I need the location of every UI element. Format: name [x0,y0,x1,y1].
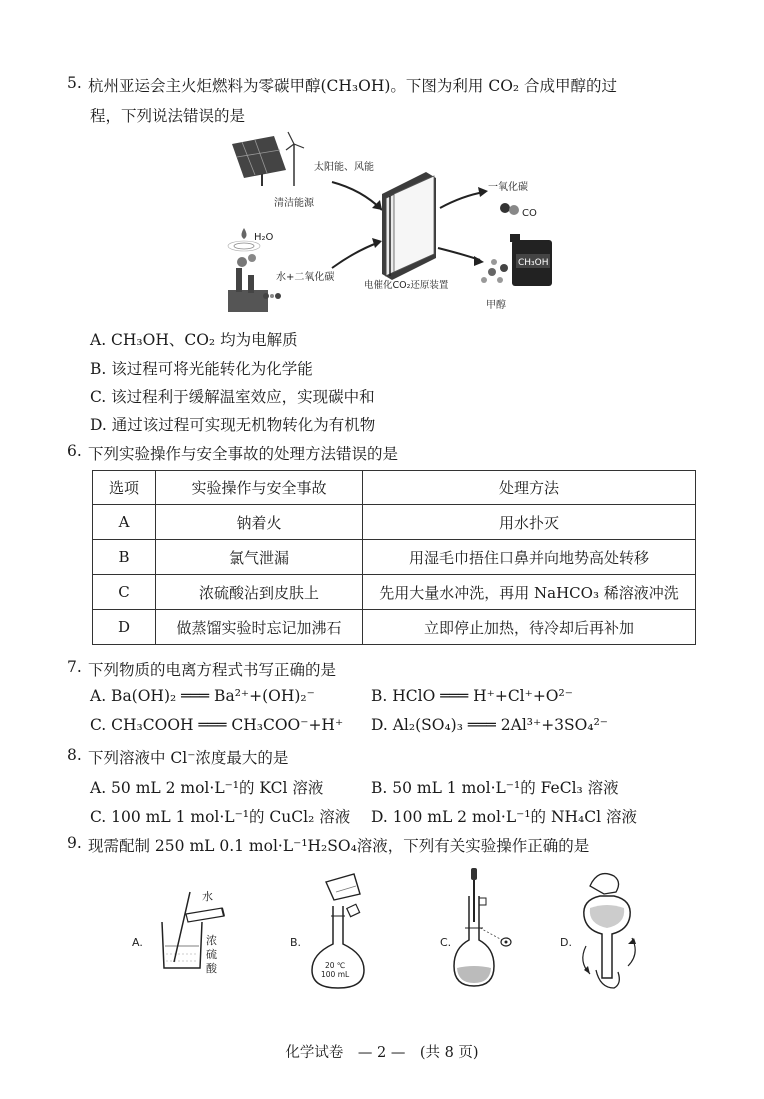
fig-a-acid-label-1: 浓 [206,934,217,947]
wind-turbine-icon [286,132,304,186]
co2-methanol-figure [222,130,562,320]
glass-rod-icon [174,892,190,962]
co-formula: CO [522,208,537,219]
q5-option-c: C. 该过程利于缓解温室效应，实现碳中和 [90,388,375,406]
ch3oh-can-label: CH₃OH [518,258,549,268]
water-co2-label: 水+二氧化碳 [276,272,335,283]
fig-a-acid-label-2: 硫 [206,948,217,961]
fig-a-label: A. [132,936,143,949]
table-header-row [93,471,696,505]
q9-apparatus-figures [128,866,648,996]
q8-option-c: C. 100 mL 1 mol·L⁻¹的 CuCl₂ 溶液 [90,808,351,826]
table-row [93,610,696,645]
fig-b-flask-temp: 20 ℃ [325,961,346,970]
q5-stem-line2: 程，下列说法错误的是 [90,107,246,125]
arrow-methanol-out [438,248,480,260]
q6-number: 6. [67,442,82,460]
table-cell: 浓硫酸沾到皮肤上 [156,575,363,610]
fig-d-label: D. [560,936,572,949]
table-cell: D [93,610,156,645]
table-cell: 立即停止加热，待冷却后再补加 [363,610,696,645]
solar-wind-label: 太阳能、风能 [314,162,374,173]
pouring-beaker-icon [326,874,360,900]
q8-option-d: D. 100 mL 2 mol·L⁻¹的 NH₄Cl 溶液 [371,808,638,826]
fig-a-water-label: 水 [202,890,213,903]
q7-option-b: B. HClO ═══ H⁺+Cl⁺+O²⁻ [371,687,573,705]
q6-table [92,470,696,645]
table-cell: 做蒸馏实验时忘记加沸石 [156,610,363,645]
q5-option-d: D. 通过该过程可实现无机物转化为有机物 [90,416,376,434]
co-label: 一氧化碳 [488,182,528,193]
hand-bottom-icon [596,970,619,988]
q5-option-b: B. 该过程可将光能转化为化学能 [90,360,313,378]
q7-option-c: C. CH₃COOH ═══ CH₃COO⁻+H⁺ [90,716,344,734]
table-header: 实验操作与安全事故 [156,471,363,505]
table-header: 处理方法 [363,471,696,505]
methanol-molecule-icon [481,259,508,283]
methanol-label: 甲醇 [486,300,506,311]
q8-number: 8. [67,746,82,764]
q7-stem: 下列物质的电离方程式书写正确的是 [88,661,337,679]
table-row [93,505,696,540]
table-row [93,540,696,575]
co-molecule-icon [500,203,519,215]
arrow-reactants-in [332,242,380,268]
q7-option-a: A. Ba(OH)₂ ═══ Ba²⁺+(OH)₂⁻ [90,687,315,705]
table-cell: A [93,505,156,540]
table-cell: 氯气泄漏 [156,540,363,575]
table-row [93,575,696,610]
fig-b-label: B. [290,936,302,949]
dropper-icon [471,868,477,922]
table-cell: 先用大量水冲洗，再用 NaHCO₃ 稀溶液冲洗 [363,575,696,610]
table-cell: B [93,540,156,575]
stopper-icon [347,904,360,916]
h2o-label: H₂O [254,232,274,243]
fig-c-label: C. [440,936,452,949]
table-cell: 用水扑灭 [363,505,696,540]
fig-b-flask-volume: 100 mL [321,970,350,979]
table-cell: 钠着火 [156,505,363,540]
q5-option-a: A. CH₃OH、CO₂ 均为电解质 [90,331,298,349]
q8-option-a: A. 50 mL 2 mol·L⁻¹的 KCl 溶液 [90,779,324,797]
q5-number: 5. [67,74,82,92]
q6-stem: 下列实验操作与安全事故的处理方法错误的是 [88,445,399,463]
q5-stem-line1: 杭州亚运会主火炬燃料为零碳甲醇(CH₃OH)。下图为利用 CO₂ 合成甲醇的过 [88,77,618,95]
table-header: 选项 [93,471,156,505]
rotation-arrow-icon [583,938,636,974]
fig-a-acid-label-3: 酸 [206,962,217,975]
solar-panel-icon [232,136,286,186]
q8-stem: 下列溶液中 Cl⁻浓度最大的是 [88,749,289,767]
arrow-co-out [440,192,484,208]
inverted-flask-icon [584,896,630,978]
electrolysis-device-icon [382,172,436,280]
q8-option-b: B. 50 mL 1 mol·L⁻¹的 FeCl₃ 溶液 [371,779,619,797]
pouring-cylinder-icon [186,908,224,922]
page-footer: 化学试卷 — 2 — (共 8 页) [285,1045,479,1061]
q9-number: 9. [67,834,82,852]
hand-top-icon [590,874,619,894]
factory-icon [228,254,281,312]
table-cell: C [93,575,156,610]
device-label: 电催化CO₂还原装置 [364,280,449,291]
q7-option-d: D. Al₂(SO₄)₃ ═══ 2Al³⁺+3SO₄²⁻ [371,716,608,734]
q9-stem: 现需配制 250 mL 0.1 mol·L⁻¹H₂SO₄溶液，下列有关实验操作正确的是 [88,837,590,855]
table-cell: 用湿毛巾捂住口鼻并向地势高处转移 [363,540,696,575]
q7-number: 7. [67,658,82,676]
clean-energy-label: 清洁能源 [274,198,314,209]
